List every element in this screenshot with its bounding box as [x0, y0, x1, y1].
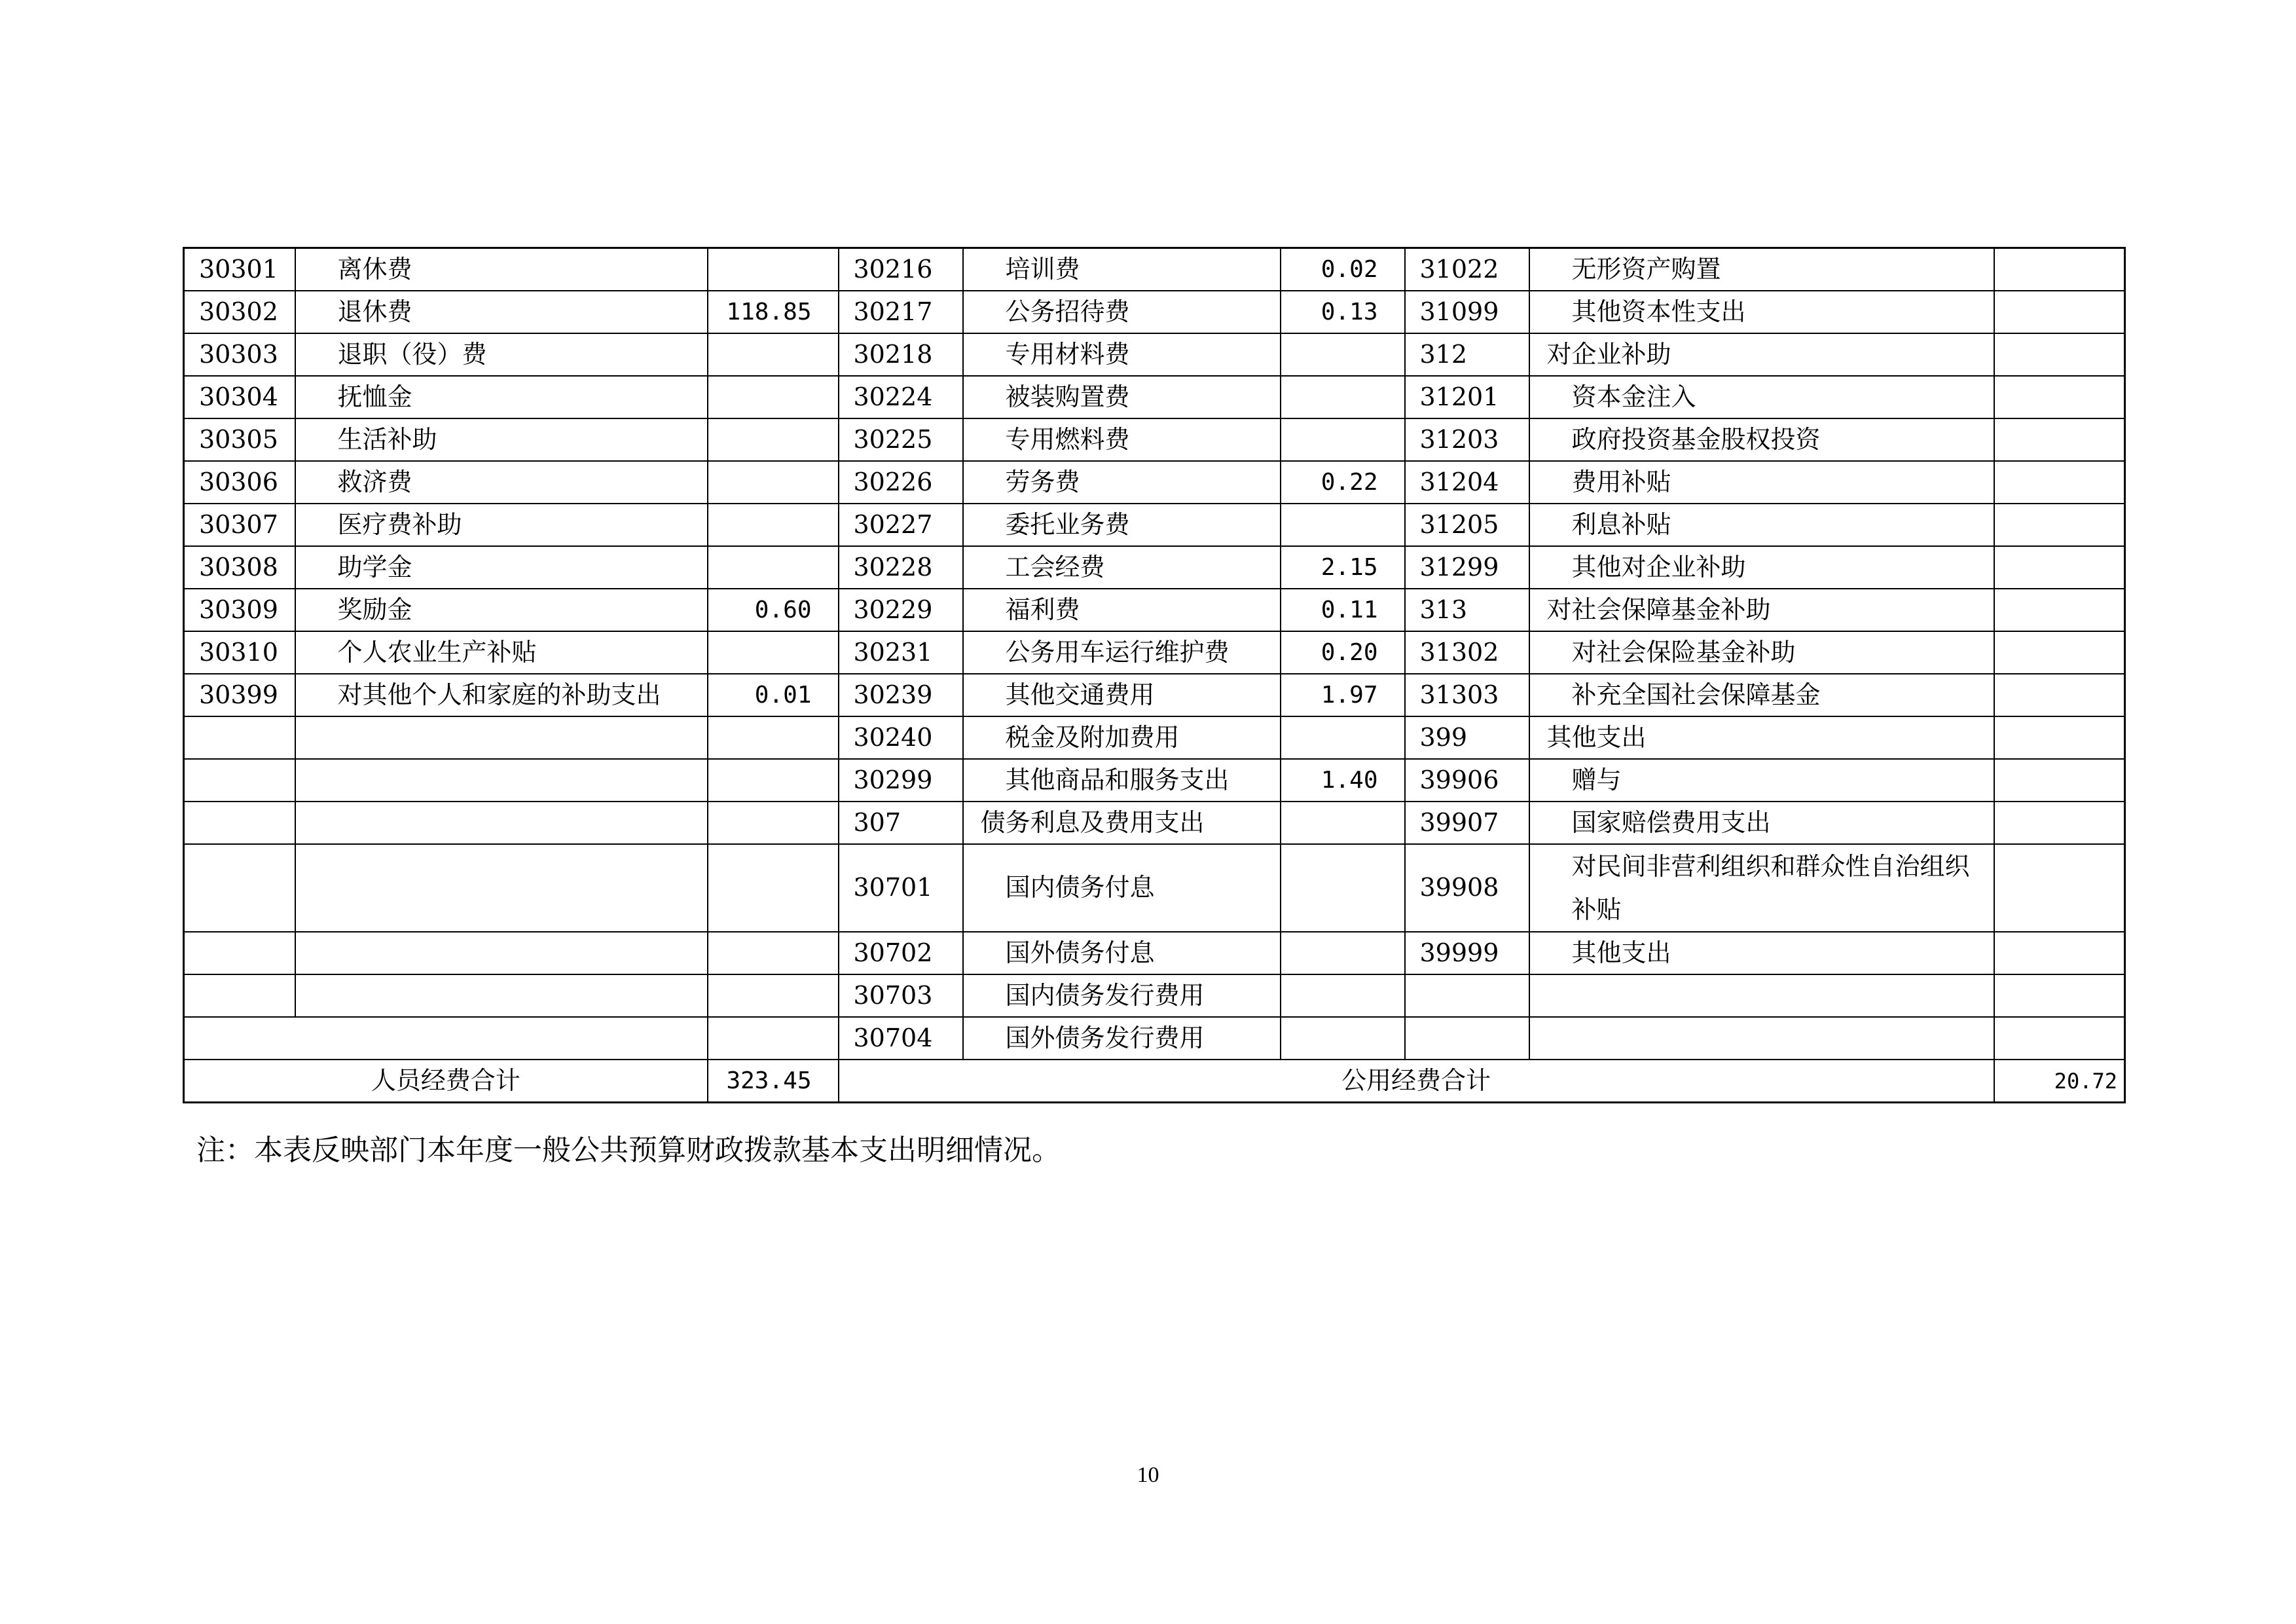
code-cell — [184, 932, 295, 974]
amount-cell — [1281, 333, 1405, 376]
amount-cell — [1994, 932, 2125, 974]
code-cell: 30231 — [839, 631, 963, 674]
amount-cell — [1281, 504, 1405, 546]
item-name-cell: 抚恤金 — [295, 376, 708, 418]
amount-cell: 0.11 — [1281, 589, 1405, 631]
item-name-cell: 工会经费 — [963, 546, 1281, 589]
code-cell: 30240 — [839, 716, 963, 759]
table-row — [184, 376, 2125, 418]
amount-cell — [708, 546, 839, 589]
code-cell: 30308 — [184, 546, 295, 589]
amount-cell — [1281, 844, 1405, 932]
item-name-cell — [295, 716, 708, 759]
code-cell: 30228 — [839, 546, 963, 589]
item-name-cell: 助学金 — [295, 546, 708, 589]
item-name-cell: 对民间非营利组织和群众性自治组织补贴 — [1529, 844, 1994, 932]
table-row — [184, 932, 2125, 974]
item-name-cell: 医疗费补助 — [295, 504, 708, 546]
item-name-cell: 奖励金 — [295, 589, 708, 631]
amount-cell — [1994, 844, 2125, 932]
code-cell: 30702 — [839, 932, 963, 974]
amount-cell: 0.60 — [708, 589, 839, 631]
item-name-cell: 资本金注入 — [1529, 376, 1994, 418]
table-row — [184, 631, 2125, 674]
code-cell: 30239 — [839, 674, 963, 716]
code-cell — [184, 759, 295, 802]
item-name-cell: 对社会保险基金补助 — [1529, 631, 1994, 674]
item-name-cell: 无形资产购置 — [1529, 248, 1994, 291]
table-row — [184, 418, 2125, 461]
code-cell: 30217 — [839, 291, 963, 333]
code-cell — [1405, 1017, 1529, 1060]
amount-cell: 1.40 — [1281, 759, 1405, 802]
code-cell: 30703 — [839, 974, 963, 1017]
item-name-cell: 福利费 — [963, 589, 1281, 631]
public-total-amount: 20.72 — [1994, 1060, 2125, 1103]
item-name-cell — [295, 844, 708, 932]
amount-cell — [1994, 631, 2125, 674]
code-cell: 30302 — [184, 291, 295, 333]
item-name-cell — [1529, 1017, 1994, 1060]
item-name-cell: 救济费 — [295, 461, 708, 504]
item-name-cell: 其他对企业补助 — [1529, 546, 1994, 589]
amount-cell: 118.85 — [708, 291, 839, 333]
item-name-cell — [295, 974, 708, 1017]
code-cell: 39906 — [1405, 759, 1529, 802]
code-cell: 31204 — [1405, 461, 1529, 504]
amount-cell: 2.15 — [1281, 546, 1405, 589]
item-name-cell: 对社会保障基金补助 — [1529, 589, 1994, 631]
amount-cell: 1.97 — [1281, 674, 1405, 716]
code-cell: 30224 — [839, 376, 963, 418]
expenditure-table — [183, 247, 2126, 1103]
amount-cell — [708, 932, 839, 974]
item-name-cell: 公务用车运行维护费 — [963, 631, 1281, 674]
code-cell: 30307 — [184, 504, 295, 546]
code-cell: 312 — [1405, 333, 1529, 376]
table-row — [184, 504, 2125, 546]
code-cell: 30225 — [839, 418, 963, 461]
item-name-cell: 生活补助 — [295, 418, 708, 461]
code-cell — [184, 974, 295, 1017]
code-cell: 307 — [839, 802, 963, 844]
item-name-cell: 国内债务付息 — [963, 844, 1281, 932]
amount-cell — [708, 333, 839, 376]
table-row — [184, 759, 2125, 802]
table-row — [184, 461, 2125, 504]
code-cell: 399 — [1405, 716, 1529, 759]
code-cell — [1405, 974, 1529, 1017]
code-cell — [184, 844, 295, 932]
amount-cell — [1994, 376, 2125, 418]
code-cell: 39908 — [1405, 844, 1529, 932]
code-cell: 313 — [1405, 589, 1529, 631]
item-name-cell — [295, 759, 708, 802]
amount-cell — [1281, 802, 1405, 844]
item-name-cell: 税金及附加费用 — [963, 716, 1281, 759]
empty-cell — [184, 1017, 708, 1060]
item-name-cell: 赠与 — [1529, 759, 1994, 802]
amount-cell — [1994, 418, 2125, 461]
amount-cell — [1281, 418, 1405, 461]
table-row — [184, 248, 2125, 291]
code-cell: 31203 — [1405, 418, 1529, 461]
amount-cell — [1994, 802, 2125, 844]
code-cell: 31022 — [1405, 248, 1529, 291]
item-name-cell: 公务招待费 — [963, 291, 1281, 333]
item-name-cell: 费用补贴 — [1529, 461, 1994, 504]
amount-cell — [1994, 974, 2125, 1017]
code-cell: 30306 — [184, 461, 295, 504]
amount-cell — [1994, 461, 2125, 504]
amount-cell: 0.02 — [1281, 248, 1405, 291]
item-name-cell: 国外债务发行费用 — [963, 1017, 1281, 1060]
table-row — [184, 1017, 2125, 1060]
table-row — [184, 291, 2125, 333]
amount-cell — [1994, 589, 2125, 631]
amount-cell — [708, 461, 839, 504]
amount-cell: 0.20 — [1281, 631, 1405, 674]
code-cell: 30218 — [839, 333, 963, 376]
amount-cell — [1281, 376, 1405, 418]
code-cell: 30310 — [184, 631, 295, 674]
amount-cell — [708, 504, 839, 546]
amount-cell — [1994, 546, 2125, 589]
table-note: 注：本表反映部门本年度一般公共预算财政拨款基本支出明细情况。 — [196, 1134, 1061, 1167]
amount-cell: 0.22 — [1281, 461, 1405, 504]
item-name-cell — [1529, 974, 1994, 1017]
code-cell: 39907 — [1405, 802, 1529, 844]
item-name-cell: 其他资本性支出 — [1529, 291, 1994, 333]
table-row — [184, 716, 2125, 759]
item-name-cell: 政府投资基金股权投资 — [1529, 418, 1994, 461]
page-number: 10 — [1137, 1463, 1159, 1487]
item-name-cell: 专用燃料费 — [963, 418, 1281, 461]
item-name-cell: 国家赔偿费用支出 — [1529, 802, 1994, 844]
code-cell: 30701 — [839, 844, 963, 932]
amount-cell — [708, 1017, 839, 1060]
item-name-cell: 对企业补助 — [1529, 333, 1994, 376]
item-name-cell: 其他支出 — [1529, 716, 1994, 759]
amount-cell — [1994, 716, 2125, 759]
amount-cell — [1281, 1017, 1405, 1060]
amount-cell: 0.01 — [708, 674, 839, 716]
code-cell: 31303 — [1405, 674, 1529, 716]
code-cell: 30305 — [184, 418, 295, 461]
code-cell: 31205 — [1405, 504, 1529, 546]
code-cell: 30301 — [184, 248, 295, 291]
amount-cell — [1994, 504, 2125, 546]
table-row — [184, 546, 2125, 589]
amount-cell — [1994, 1017, 2125, 1060]
item-name-cell: 培训费 — [963, 248, 1281, 291]
table-body — [184, 248, 2125, 1103]
table-row — [184, 333, 2125, 376]
amount-cell — [708, 376, 839, 418]
code-cell: 30399 — [184, 674, 295, 716]
code-cell: 30303 — [184, 333, 295, 376]
personnel-total-label: 人员经费合计 — [184, 1060, 708, 1103]
item-name-cell: 国外债务付息 — [963, 932, 1281, 974]
item-name-cell: 退职（役）费 — [295, 333, 708, 376]
code-cell — [184, 716, 295, 759]
amount-cell — [708, 418, 839, 461]
public-total-label: 公用经费合计 — [839, 1060, 1994, 1103]
code-cell: 31099 — [1405, 291, 1529, 333]
item-name-cell: 对其他个人和家庭的补助支出 — [295, 674, 708, 716]
code-cell: 31201 — [1405, 376, 1529, 418]
table-row — [184, 974, 2125, 1017]
amount-cell — [1281, 974, 1405, 1017]
amount-cell — [1281, 932, 1405, 974]
code-cell: 30226 — [839, 461, 963, 504]
item-name-cell: 其他交通费用 — [963, 674, 1281, 716]
item-name-cell: 离休费 — [295, 248, 708, 291]
code-cell: 30309 — [184, 589, 295, 631]
amount-cell — [708, 631, 839, 674]
item-name-cell: 劳务费 — [963, 461, 1281, 504]
totals-row — [184, 1060, 2125, 1103]
code-cell: 30704 — [839, 1017, 963, 1060]
amount-cell — [1281, 716, 1405, 759]
item-name-cell: 退休费 — [295, 291, 708, 333]
item-name-cell: 债务利息及费用支出 — [963, 802, 1281, 844]
item-name-cell — [295, 932, 708, 974]
item-name-cell: 补充全国社会保障基金 — [1529, 674, 1994, 716]
table-row — [184, 589, 2125, 631]
table-row — [184, 844, 2125, 932]
amount-cell — [1994, 248, 2125, 291]
code-cell: 30299 — [839, 759, 963, 802]
table-row — [184, 674, 2125, 716]
item-name-cell — [295, 802, 708, 844]
amount-cell — [708, 716, 839, 759]
item-name-cell: 委托业务费 — [963, 504, 1281, 546]
code-cell: 31299 — [1405, 546, 1529, 589]
code-cell: 39999 — [1405, 932, 1529, 974]
amount-cell: 0.13 — [1281, 291, 1405, 333]
personnel-total-amount: 323.45 — [708, 1060, 839, 1103]
item-name-cell: 利息补贴 — [1529, 504, 1994, 546]
amount-cell — [708, 802, 839, 844]
amount-cell — [708, 974, 839, 1017]
code-cell: 30304 — [184, 376, 295, 418]
amount-cell — [708, 248, 839, 291]
amount-cell — [1994, 333, 2125, 376]
amount-cell — [1994, 291, 2125, 333]
amount-cell — [708, 844, 839, 932]
table-row — [184, 802, 2125, 844]
code-cell: 31302 — [1405, 631, 1529, 674]
item-name-cell: 个人农业生产补贴 — [295, 631, 708, 674]
item-name-cell: 其他支出 — [1529, 932, 1994, 974]
item-name-cell: 专用材料费 — [963, 333, 1281, 376]
code-cell: 30229 — [839, 589, 963, 631]
item-name-cell: 被装购置费 — [963, 376, 1281, 418]
code-cell: 30216 — [839, 248, 963, 291]
amount-cell — [1994, 674, 2125, 716]
item-name-cell: 其他商品和服务支出 — [963, 759, 1281, 802]
code-cell — [184, 802, 295, 844]
code-cell: 30227 — [839, 504, 963, 546]
amount-cell — [1994, 759, 2125, 802]
item-name-cell: 国内债务发行费用 — [963, 974, 1281, 1017]
amount-cell — [708, 759, 839, 802]
